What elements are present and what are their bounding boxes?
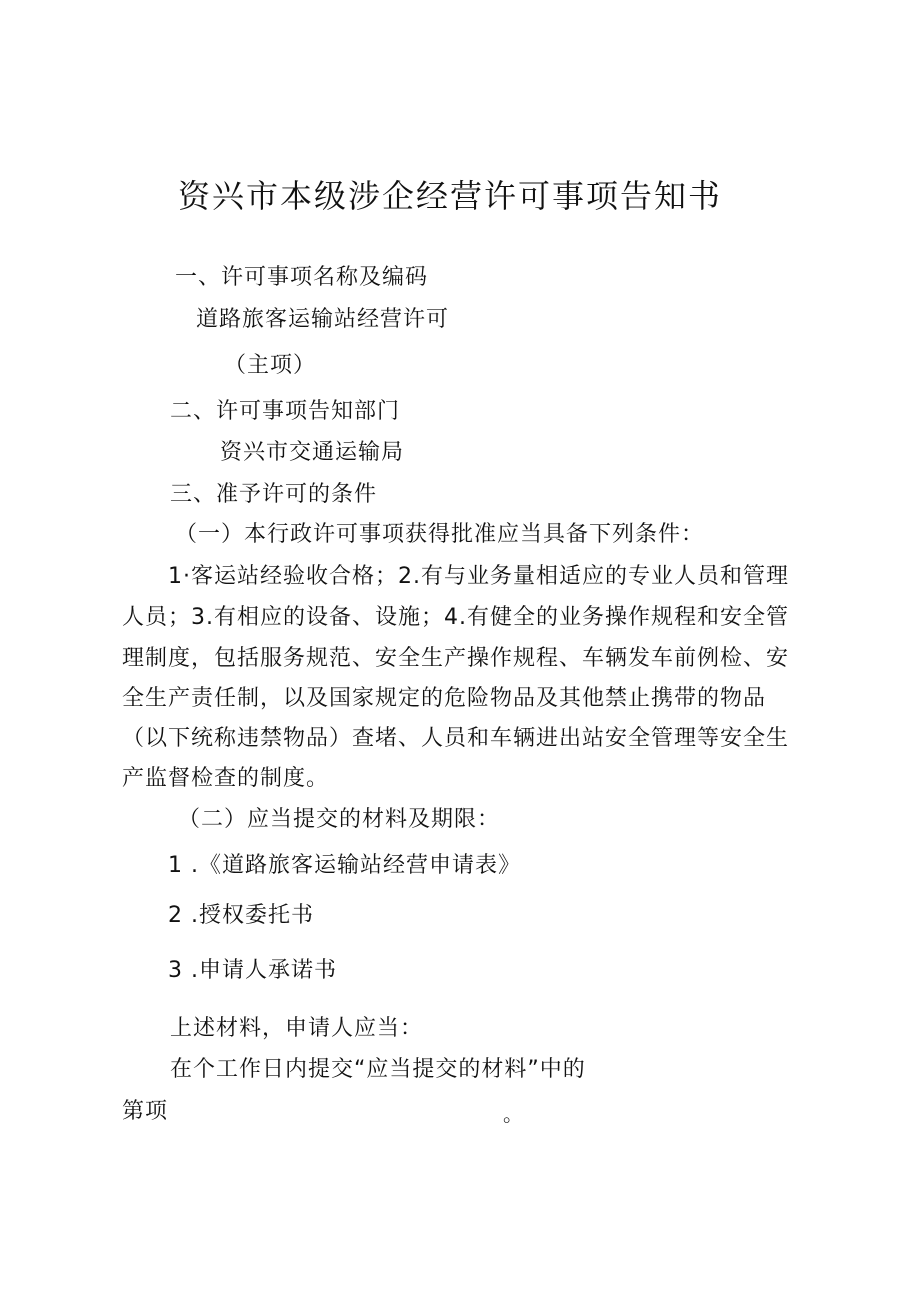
closing-period-mark: 。 — [503, 1102, 524, 1126]
conditions-line-4: 全生产责任制，以及国家规定的危险物品及其他禁止携带的物品 — [122, 686, 767, 711]
notifying-department: 资兴市交通运输局 — [220, 440, 405, 465]
document-title: 资兴市本级涉企经营许可事项告知书 — [177, 177, 722, 215]
conditions-line-5: （以下统称违禁物品）查堵、人员和车辆进出站安全管理等安全生 — [122, 726, 790, 751]
material-item-2: 2 .授权委托书 — [168, 903, 314, 928]
subsection-2-heading: （二）应当提交的材料及期限： — [178, 807, 501, 832]
subsection-1-heading: （一）本行政许可事项获得批准应当具备下列条件： — [175, 522, 705, 547]
section-1-heading: 一、许可事项名称及编码 — [175, 265, 429, 290]
material-item-1: 1 .《道路旅客运输站经营申请表》 — [168, 853, 521, 878]
conditions-line-3: 理制度，包括服务规范、安全生产操作规程、车辆发车前例检、安 — [122, 646, 790, 671]
conditions-line-6: 产监督检查的制度。 — [122, 766, 330, 791]
materials-note: 上述材料，申请人应当： — [170, 1016, 424, 1041]
material-item-3: 3 .申请人承诺书 — [168, 958, 337, 983]
submission-deadline-line: 在个工作日内提交“应当提交的材料”中的 — [170, 1057, 586, 1082]
conditions-line-1: 1·客运站经验收合格；2.有与业务量相适应的专业人员和管理 — [168, 564, 789, 589]
section-2-heading: 二、许可事项告知部门 — [170, 399, 401, 424]
conditions-line-2: 人员；3.有相应的设备、设施；4.有健全的业务操作规程和安全管 — [122, 605, 789, 630]
item-number-label: 第项 — [122, 1099, 169, 1124]
permit-item-type: （主项） — [224, 353, 317, 378]
permit-item-name: 道路旅客运输站经营许可 — [196, 307, 450, 332]
section-3-heading: 三、准予许可的条件 — [170, 482, 378, 507]
